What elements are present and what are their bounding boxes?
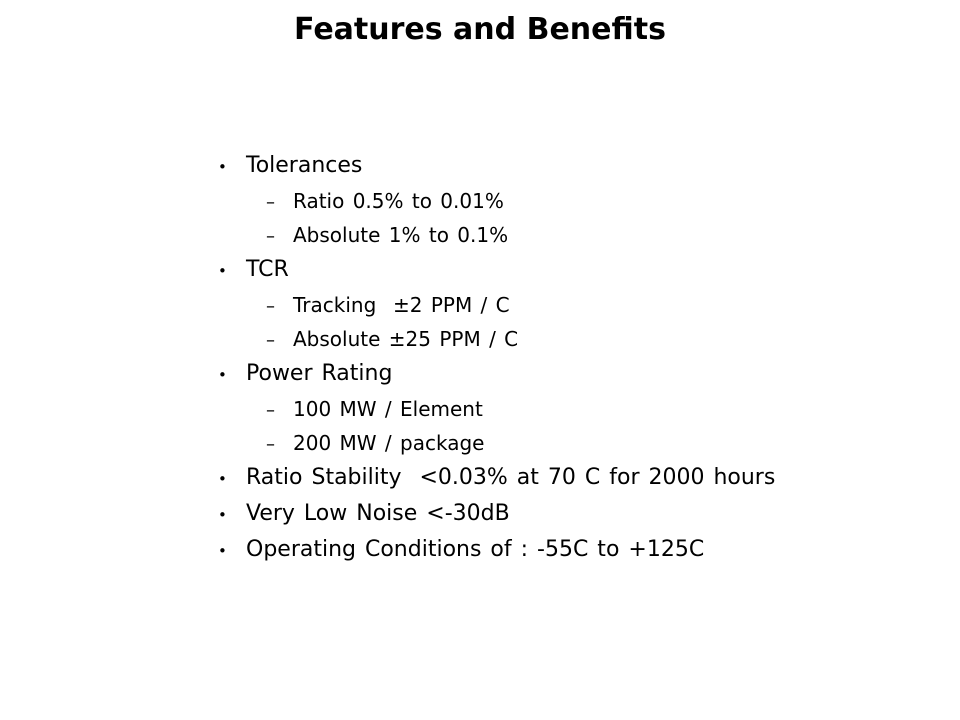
sub-bullet-item xyxy=(218,288,918,322)
bullet-text: Power Rating xyxy=(246,361,393,386)
sub-bullet-text: Absolute 1% to 0.1% xyxy=(293,223,509,247)
bullet-text: Operating Conditions of : -55C to +125C xyxy=(246,537,705,562)
sub-bullet-text: 100 MW / Element xyxy=(293,397,483,421)
bullet-text: Tolerances xyxy=(246,153,363,178)
bullet-icon: • xyxy=(218,542,227,560)
bullet-item xyxy=(218,252,918,288)
sub-bullet-item xyxy=(218,322,918,356)
sub-bullet-item xyxy=(218,184,918,218)
bullet-item xyxy=(218,148,918,184)
slide-title: Features and Benefits xyxy=(294,12,666,47)
sub-bullet-text: 200 MW / package xyxy=(293,431,485,455)
bullet-item xyxy=(218,460,918,496)
sub-bullet-item xyxy=(218,218,918,252)
sub-bullet-item xyxy=(218,426,918,460)
dash-icon: – xyxy=(266,434,275,455)
bullet-icon: • xyxy=(218,262,227,280)
bullet-icon: • xyxy=(218,366,227,384)
sub-bullet-text: Ratio 0.5% to 0.01% xyxy=(293,189,504,213)
dash-icon: – xyxy=(266,330,275,351)
dash-icon: – xyxy=(266,296,275,317)
bullet-icon: • xyxy=(218,470,227,488)
bullet-item xyxy=(218,532,918,568)
sub-bullet-item xyxy=(218,392,918,426)
sub-bullet-text: Tracking ±2 PPM / C xyxy=(293,293,510,317)
dash-icon: – xyxy=(266,400,275,421)
bullet-item xyxy=(218,496,918,532)
bullet-text: Ratio Stability <0.03% at 70 C for 2000 hours xyxy=(246,465,776,490)
sub-bullet-text: Absolute ±25 PPM / C xyxy=(293,327,519,351)
dash-icon: – xyxy=(266,226,275,247)
bullet-list xyxy=(218,148,918,568)
bullet-item xyxy=(218,356,918,392)
bullet-icon: • xyxy=(218,158,227,176)
dash-icon: – xyxy=(266,192,275,213)
bullet-text: Very Low Noise <-30dB xyxy=(246,501,510,526)
bullet-text: TCR xyxy=(246,257,289,282)
bullet-icon: • xyxy=(218,506,227,524)
